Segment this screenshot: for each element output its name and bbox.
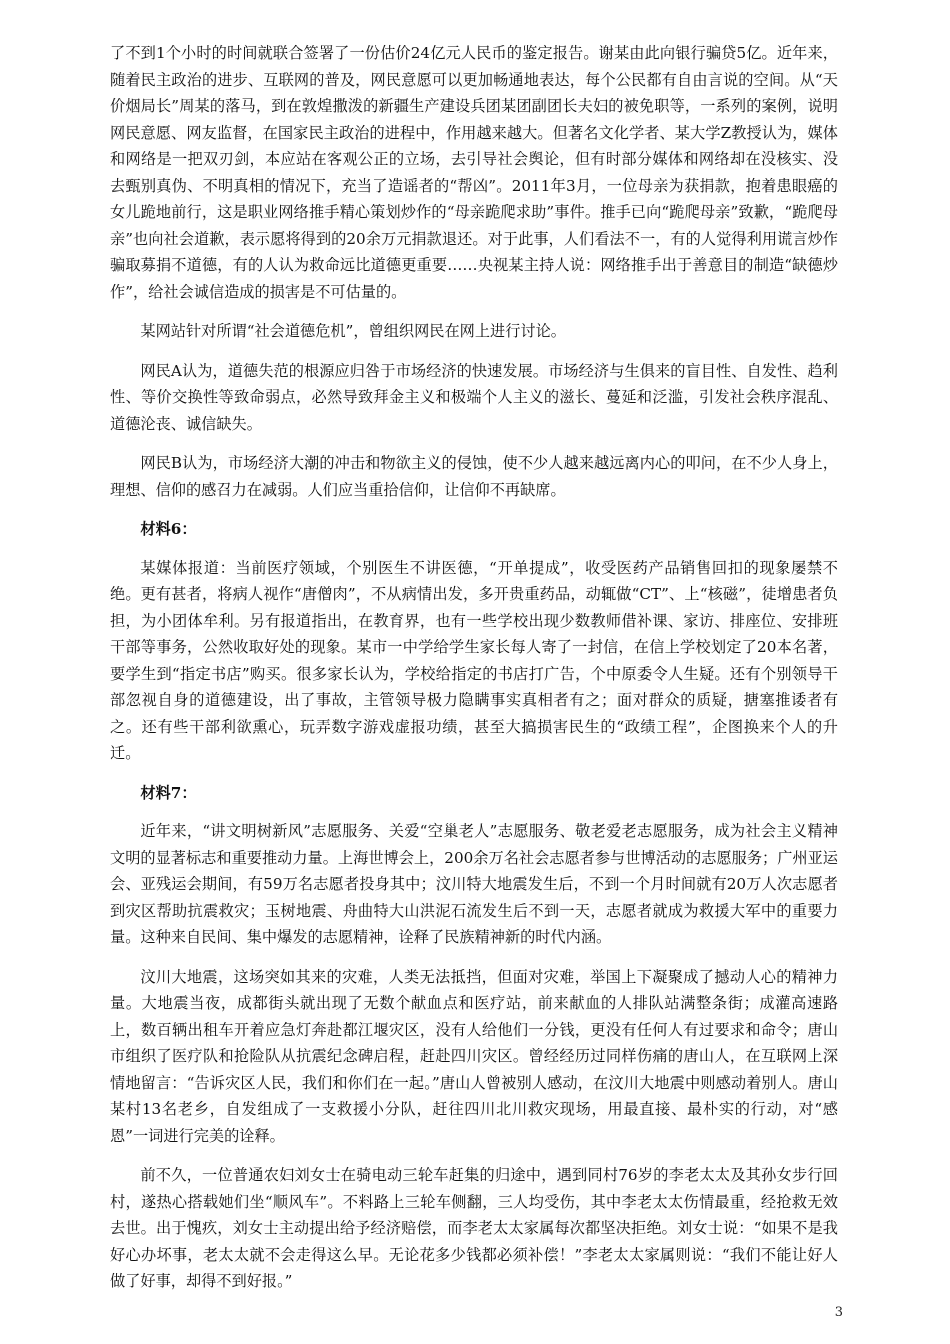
paragraph: 某媒体报道：当前医疗领域，个别医生不讲医德，“开单提成”，收受医药产品销售回扣的现象屡禁不绝。更有甚者，将病人视作“唐僧肉”，不从病情出发，多开贵重药品，动辄做“CT”、上“核磁”，徒增患者负担，为小团体牟利。另有报道指出，在教育界，也有一些学校出现少数教师借补课、家访、排座位、安排班干部等事务，公然收取好处的现象。某市一中学给学生家长每人寄了一封信，在信上学校划定了20本名著，要学生到“指定书店”购买。很多家长认为，学校给指定的书店打广告，个中原委令人生疑。还有个别领导干部忽视自身的道德建设，出了事故，主管领导极力隐瞒事实真相者有之；面对群众的质疑，搪塞推诿者有之。还有些干部利欲熏心，玩弄数字游戏虚报功绩，甚至大搞损害民生的“政绩工程”，企图换来个人的升迁。 [110,558,838,762]
document-body [110,40,838,1308]
material-7-heading: 材料7： [140,783,197,802]
material-6-heading: 材料6： [140,520,197,538]
paragraph: 近年来，“讲文明树新风”志愿服务、关爱“空巢老人”志愿服务、敬老爱老志愿服务，成为社会主义精神文明的显著标志和重要推动力量。上海世博会上，200余万名社会志愿者参与世博活动的志愿服务；广州亚运会、亚残运会期间，有59万名志愿者投身其中；汶川特大地震发生后，不到一个月时间就有20万人次志愿者到灾区帮助抗震救灾；玉树地震、舟曲特大山洪泥石流发生后不到一天，志愿者就成为救援大军中的重要力量。这种来自民间、集中爆发的志愿精神，诠释了民族精神新的时代内涵。 [110,822,838,946]
paragraph: 网民B认为，市场经济大潮的冲击和物欲主义的侵蚀，使不少人越来越远离内心的叩问，在不少人身上，理想、信仰的感召力在减弱。人们应当重拾信仰，让信仰不再缺席。 [110,454,838,499]
paragraph: 前不久，一位普通农妇刘女士在骑电动三轮车赶集的归途中，遇到同村76岁的李老太太及其孙女步行回村，遂热心搭载她们坐“顺风车”。不料路上三轮车侧翻，三人均受伤，其中李老太太伤情最重，经抢救无效去世。出于愧疚，刘女士主动提出给予经济赔偿，而李老太太家属每次都坚决拒绝。刘女士说：“如果不是我好心办坏事，老太太就不会走得这么早。无论花多少钱都必须补偿！”李老太太家属则说：“我们不能让好人做了好事，却得不到好报。” [110,1166,838,1290]
page-number: 3 [834,1305,843,1320]
paragraph: 了不到1个小时的时间就联合签署了一份估价24亿元人民币的鉴定报告。谢某由此向银行骗贷5亿。近年来，随着民主政治的进步、互联网的普及，网民意愿可以更加畅通地表达，每个公民都有自由言说的空间。从“天价烟局长”周某的落马，到在敦煌撒泼的新疆生产建设兵团某团副团长夫妇的被免职等，一系列的案例，说明网民意愿、网友监督，在国家民主政治的进程中，作用越来越大。但著名文化学者、某大学Z教授认为，媒体和网络是一把双刃剑，本应站在客观公正的立场，去引导社会舆论，但有时部分媒体和网络却在没核实、没去甄别真伪、不明真相的情况下，充当了造谣者的“帮凶”。2011年3月，一位母亲为获捐款，抱着患眼癌的女儿跪地前行，这是职业网络推手精心策划炒作的“母亲跪爬求助”事件。推手已向“跪爬母亲”致歉，“跪爬母亲”也向社会道歉，表示愿将得到的20余万元捐款退还。对于此事，人们看法不一，有的人觉得利用谎言炒作骗取募捐不道德，有的人认为救命远比道德更重要……央视某主持人说：网络推手出于善意目的制造“缺德炒作”，给社会诚信造成的损害是不可估量的。 [110,44,838,301]
paragraph: 某网站针对所谓“社会道德危机”，曾组织网民在网上进行讨论。 [140,322,566,340]
paragraph: 汶川大地震，这场突如其来的灾难，人类无法抵挡，但面对灾难，举国上下凝聚成了撼动人心的精神力量。大地震当夜，成都街头就出现了无数个献血点和医疗站，前来献血的人排队站满整条街；成灌高速路上，数百辆出租车开着应急灯奔赴都江堰灾区，没有人给他们一分钱，更没有任何人有过要求和命令；唐山市组织了医疗队和抢险队从抗震纪念碑启程，赶赴四川灾区。曾经经历过同样伤痛的唐山人，在互联网上深情地留言：“告诉灾区人民，我们和你们在一起。”唐山人曾被别人感动，在汶川大地震中则感动着别人。唐山某村13名老乡，自发组成了一支救援小分队，赶往四川北川救灾现场，用最直接、最朴实的行动，对“感恩”一词进行完美的诠释。 [110,967,838,1145]
paragraph: 网民A认为，道德失范的根源应归咎于市场经济的快速发展。市场经济与生俱来的盲目性、自发性、趋利性、等价交换性等致命弱点，必然导致拜金主义和极端个人主义的滋长、蔓延和泛滥，引发社会秩序混乱、道德沦丧、诚信缺失。 [110,361,838,433]
